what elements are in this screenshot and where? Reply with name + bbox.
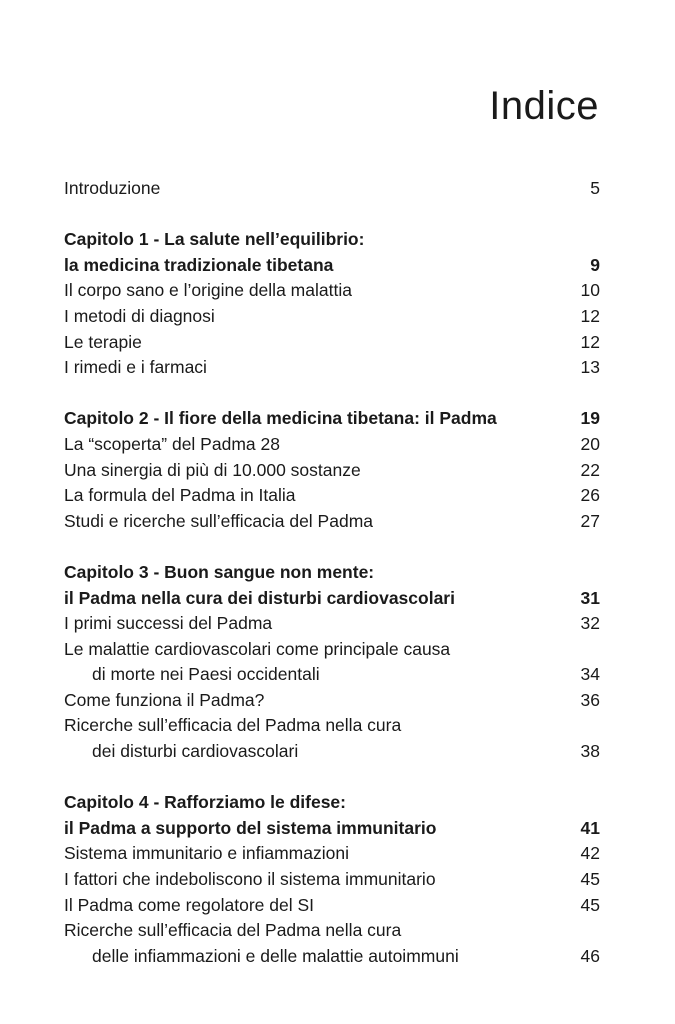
toc-entry-page: 32: [580, 613, 600, 634]
toc-entry-page: 22: [580, 459, 600, 480]
chapter-4-subtitle: il Padma a supporto del sistema immunitario: [64, 817, 437, 838]
toc-entry-page: 26: [580, 485, 600, 506]
chapter-2-heading-entry: [64, 406, 600, 432]
toc-entry-page: 12: [580, 331, 600, 352]
toc-entry-label: di morte nei Paesi occidentali: [92, 664, 320, 685]
toc-entry-page: 12: [580, 305, 600, 326]
toc-entry-page: 45: [580, 869, 600, 890]
table-of-contents: [64, 176, 600, 969]
toc-entry-label: Le terapie: [64, 331, 142, 352]
toc-entry-label: Sistema immunitario e infiammazioni: [64, 843, 349, 864]
toc-entry-page: 10: [580, 280, 600, 301]
toc-entry-label: I metodi di diagnosi: [64, 305, 215, 326]
toc-entry-label: I rimedi e i farmaci: [64, 357, 207, 378]
page-title: Indice: [489, 84, 599, 128]
chapter-3-page: 31: [580, 587, 600, 608]
toc-entry-page: 5: [590, 178, 600, 198]
toc-entry-label: Introduzione: [64, 178, 161, 198]
toc-entry-label: delle infiammazioni e delle malattie autoimmuni: [92, 945, 459, 966]
toc-entry-label: Studi e ricerche sull’efficacia del Padma: [64, 510, 374, 531]
toc-entry: [64, 304, 600, 330]
chapter-1-heading-entry: [64, 253, 600, 279]
toc-entry: [64, 841, 600, 867]
chapter-3-subtitle: il Padma nella cura dei disturbi cardiovascolari: [64, 587, 455, 608]
toc-entry-label: Il corpo sano e l’origine della malattia: [64, 280, 352, 301]
toc-entry: [64, 662, 600, 688]
chapter-1-page: 9: [590, 254, 600, 275]
chapter-4-heading-entry: [64, 816, 600, 842]
toc-entry: [64, 688, 600, 714]
toc-entry: [64, 509, 600, 535]
toc-entry: [64, 483, 600, 509]
toc-entry: [64, 458, 600, 484]
toc-entry-page: 38: [580, 741, 600, 762]
toc-entry-label: Come funziona il Padma?: [64, 689, 265, 710]
toc-entry-page: 34: [580, 664, 600, 685]
toc-entry: [64, 867, 600, 893]
chapter-3-heading-entry: [64, 586, 600, 612]
chapter-2-page: 19: [580, 408, 600, 429]
toc-entry-label: I fattori che indeboliscono il sistema immunitario: [64, 869, 436, 890]
toc-entry-label: Il Padma come regolatore del SI: [64, 894, 314, 915]
toc-entry: [64, 432, 600, 458]
chapter-4-page: 41: [580, 817, 600, 838]
toc-entry-page: 46: [580, 945, 600, 966]
toc-entry-page: 36: [580, 689, 600, 710]
chapter-1-subtitle: la medicina tradizionale tibetana: [64, 254, 334, 275]
toc-entry: [64, 278, 600, 304]
toc-entry-page: 20: [580, 433, 600, 454]
toc-entry-page: 13: [580, 357, 600, 378]
toc-entry: [64, 355, 600, 381]
toc-entry-label: Una sinergia di più di 10.000 sostanze: [64, 459, 361, 480]
toc-entry: [64, 944, 600, 970]
toc-entry-first-line: Ricerche sull’efficacia del Padma nella cura: [64, 715, 402, 736]
toc-entry-page: 27: [580, 510, 600, 531]
toc-entry-page: 42: [580, 843, 600, 864]
toc-entry: [64, 330, 600, 356]
toc-entry: [64, 893, 600, 919]
toc-entry-label: La formula del Padma in Italia: [64, 485, 296, 506]
toc-entry-label: I primi successi del Padma: [64, 613, 273, 634]
toc-entry-page: 45: [580, 894, 600, 915]
toc-entry: [64, 739, 600, 765]
toc-entry-introduzione: [64, 176, 600, 202]
toc-entry-label: dei disturbi cardiovascolari: [92, 741, 299, 762]
toc-entry-first-line: Le malattie cardiovascolari come principale causa: [64, 638, 451, 659]
chapter-4-heading: Capitolo 4 - Rafforziamo le difese:: [64, 792, 346, 813]
chapter-3-heading: Capitolo 3 - Buon sangue non mente:: [64, 561, 375, 582]
toc-entry-first-line: Ricerche sull’efficacia del Padma nella cura: [64, 920, 402, 941]
toc-entry-label: La “scoperta” del Padma 28: [64, 433, 280, 454]
toc-entry: [64, 611, 600, 637]
chapter-1-heading: Capitolo 1 - La salute nell’equilibrio:: [64, 229, 365, 250]
chapter-2-heading: Capitolo 2 - Il fiore della medicina tibetana: il Padma: [64, 408, 497, 429]
